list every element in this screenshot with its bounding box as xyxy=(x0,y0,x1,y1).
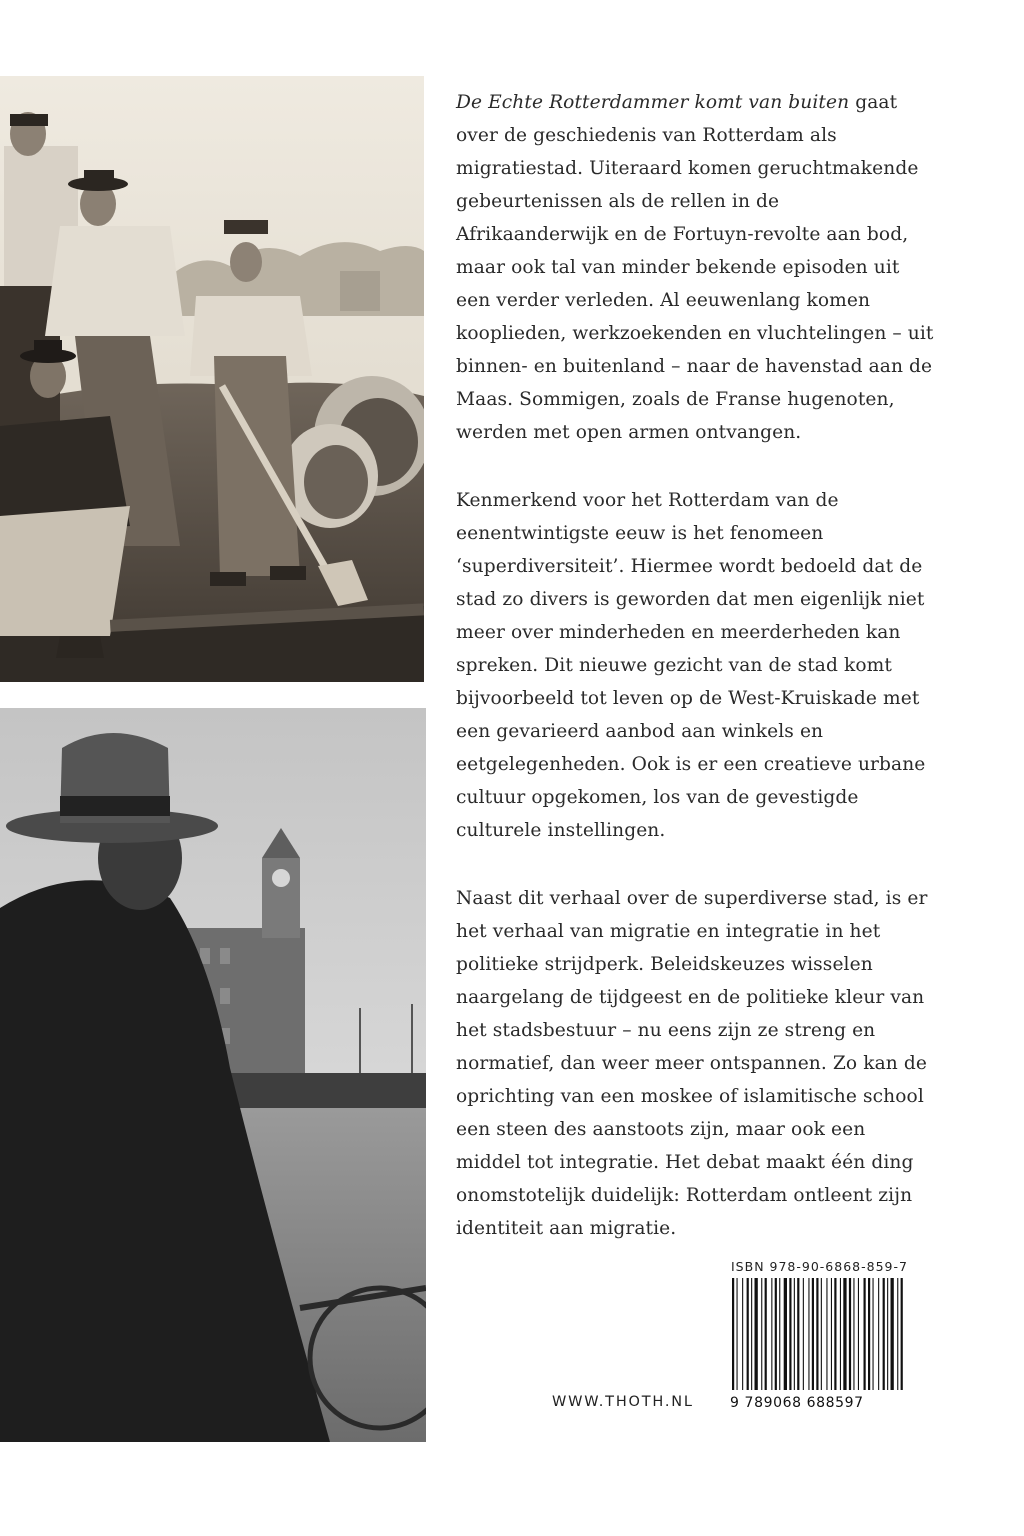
back-cover-blurb xyxy=(456,86,934,1280)
barcode xyxy=(730,1278,910,1393)
paragraph-1-text: gaat over de geschiedenis van Rotterdam als migratiestad. Uiteraard komen geruchtmakende gebeurtenissen als de rellen in de Afrikaanderwijk en de Fortuyn-revolte aan bod, maar ook tal van minder bekende episoden uit een verder verleden. Al eeuwenlang komen kooplieden, werkzoekenden en vluchtelingen – uit binnen- en buitenland – naar de havenstad aan de Maas. Sommigen, zoals de Franse hugenoten, werden met open armen ontvangen. xyxy=(456,92,934,443)
isbn-label: ISBN 978-90-6868-859-7 xyxy=(731,1259,908,1274)
paragraph-1 xyxy=(456,86,934,449)
barcode-number: 9 789068 688597 xyxy=(730,1395,864,1411)
photo-man-harbour xyxy=(0,708,426,1442)
photo-workers xyxy=(0,76,424,682)
publisher-website: WWW.THOTH.NL xyxy=(552,1394,694,1410)
book-title: De Echte Rotterdammer komt van buiten xyxy=(456,92,850,113)
paragraph-2: Kenmerkend voor het Rotterdam van de eenentwintigste eeuw is het fenomeen ‘superdiversiteit’. Hiermee wordt bedoeld dat de stad zo divers is geworden dat men eigenlijk niet meer over minderheden en meerderheden kan spreken. Dit nieuwe gezicht van de stad komt bijvoorbeeld tot leven op de West-Kruiskade met een gevarieerd aanbod aan winkels en eetgelegenheden. Ook is er een creatieve urbane cultuur opgekomen, los van de gevestigde culturele instellingen. xyxy=(456,490,926,841)
paragraph-3: Naast dit verhaal over de superdiverse stad, is er het verhaal van migratie en integratie in het politieke strijdperk. Beleidskeuzes wisselen naargelang de tijdgeest en de politieke kleur van het stadsbestuur – nu eens zijn ze streng en normatief, dan weer meer ontspannen. Zo kan de oprichting van een moskee of islamitische school een steen des aanstoots zijn, maar ook een middel tot integratie. Het debat maakt één ding onomstotelijk duidelijk: Rotterdam ontleent zijn identiteit aan migratie. xyxy=(456,888,928,1239)
